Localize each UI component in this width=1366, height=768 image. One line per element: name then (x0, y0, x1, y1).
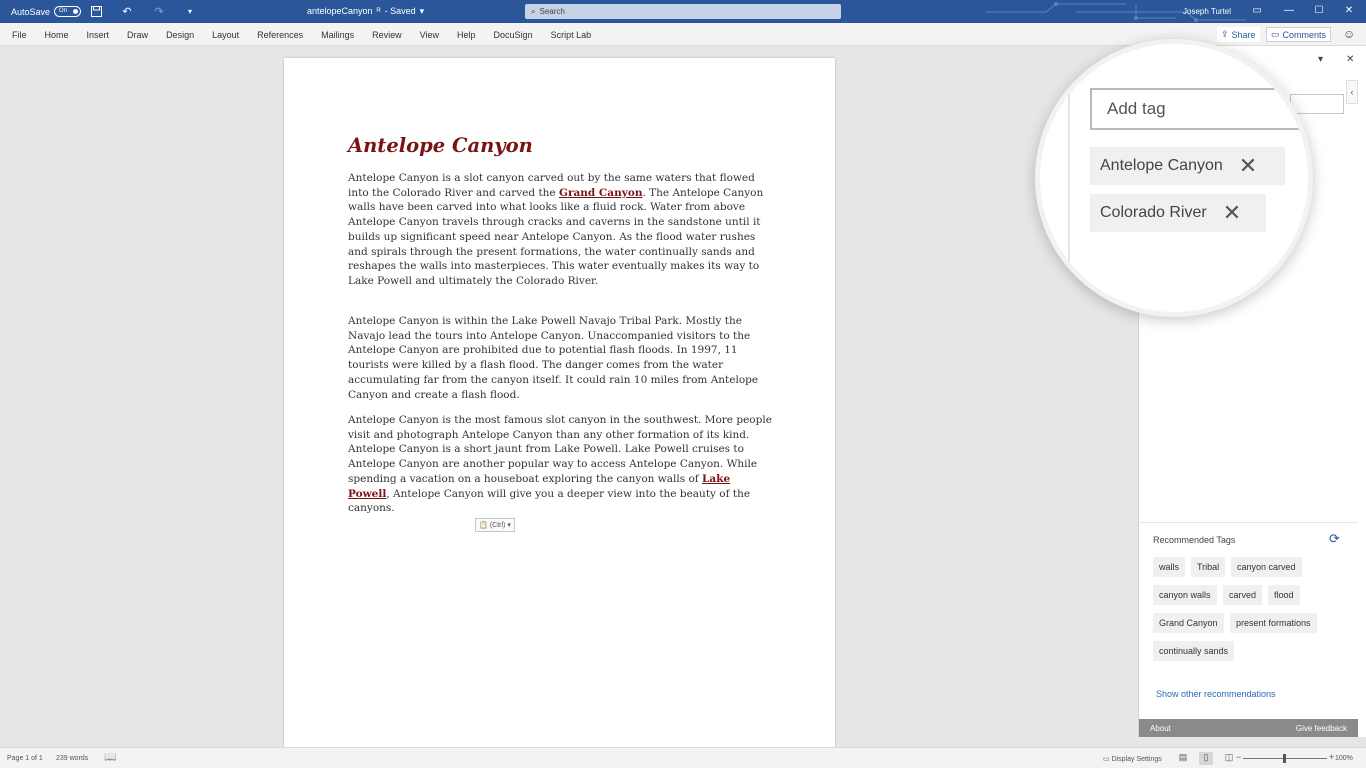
show-other-recommendations-link[interactable]: Show other recommendations (1156, 689, 1276, 699)
paragraph-2: Antelope Canyon is within the Lake Powell Navajo Tribal Park. Mostly the Navajo lead the tours into Antelope Canyon. Unaccompanied visitors to the Antelope Canyon are prohibited due to potential flash floods. In 1997, 11 tourists were killed by a flash flood. The danger comes from the water accumulating far from the canyon itself. It could rain 10 miles from Antelope Canyon and create a flash flood. (348, 315, 759, 401)
zoom-out-icon[interactable]: − (1236, 752, 1242, 762)
read-mode-icon[interactable]: 📖 (104, 752, 117, 763)
tab-design[interactable]: Design (166, 29, 195, 40)
tab-insert[interactable]: Insert (86, 29, 110, 40)
print-layout-icon[interactable]: ▯ (1199, 752, 1213, 765)
zoom-level[interactable]: 100% (1335, 755, 1353, 762)
ribbon-display-icon[interactable]: ▭ (1252, 5, 1262, 16)
search-box[interactable] (525, 4, 841, 19)
recommended-tag-chip[interactable]: carved (1223, 585, 1262, 605)
maximize-icon[interactable]: ☐ (1314, 5, 1324, 16)
save-icon[interactable] (89, 4, 103, 18)
ribbon-tabs (0, 23, 597, 46)
undo-icon[interactable]: ↶ (122, 5, 132, 18)
recommended-tag-chip[interactable]: canyon carved (1231, 557, 1302, 577)
remove-tag-icon[interactable]: ✕ (1238, 153, 1258, 178)
document-page[interactable] (284, 58, 835, 748)
word-count[interactable]: 239 words (56, 755, 89, 762)
web-layout-icon[interactable]: ◫ (1224, 752, 1234, 762)
status-bar (0, 747, 1366, 768)
share-button[interactable] (1217, 27, 1260, 42)
comments-button[interactable] (1266, 27, 1331, 42)
paste-options-button[interactable] (475, 518, 515, 532)
chevron-down-icon: ▾ (507, 522, 511, 529)
tab-mailings[interactable]: Mailings (321, 29, 355, 40)
about-link[interactable]: About (1150, 724, 1171, 733)
grand-canyon-link[interactable]: Grand Canyon (558, 186, 643, 199)
close-icon[interactable]: ✕ (1344, 5, 1354, 16)
recommended-tag-chip[interactable]: flood (1268, 585, 1300, 605)
paragraph-1-text-a: Antelope Canyon is a slot canyon carved out by the same waters that flowed into the Colorado River and carved the (348, 172, 755, 199)
tab-script-lab[interactable]: Script Lab (550, 29, 592, 40)
applied-tag-label: Colorado River (1100, 204, 1207, 221)
pane-footer (1139, 719, 1358, 737)
zoom-in-icon[interactable]: + (1329, 752, 1335, 762)
tab-review[interactable]: Review (372, 29, 402, 40)
paste-options-label: (Ctrl) (489, 521, 506, 529)
document-name: antelopeCanyon (307, 6, 373, 16)
magnifier-callout (1035, 39, 1313, 317)
applied-tag[interactable] (1090, 194, 1266, 232)
pane-close-icon[interactable]: ✕ (1346, 54, 1355, 65)
give-feedback-link[interactable]: Give feedback (1295, 724, 1347, 733)
customize-qat-icon[interactable]: ▾ (187, 6, 192, 16)
tab-home[interactable]: Home (44, 29, 69, 40)
zoom-slider-thumb[interactable] (1283, 754, 1286, 763)
search-placeholder: Search (539, 7, 565, 16)
tab-view[interactable]: View (419, 29, 440, 40)
display-settings-label: Display Settings (1111, 756, 1162, 763)
lake-powell-link[interactable]: Lake Powell (348, 472, 731, 500)
recommended-tags-title: Recommended Tags (1153, 535, 1236, 545)
paragraph-3-text-a: Antelope Canyon is the most famous slot canyon in the southwest. More people visit and photograph Antelope Canyon than any other formation of its kind. Antelope Canyon is a short jaunt from Lake Powell. Lake Powell cruises to Antelope Canyon are another popular way to access Antelope Canyon. While spending a vacation on a houseboat exploring the canyon walls of (348, 414, 772, 485)
user-name[interactable]: Joseph Turtel (1183, 7, 1232, 16)
applied-tag[interactable] (1090, 147, 1285, 185)
paragraph-1 (348, 171, 772, 289)
display-settings-button[interactable]: ▭ Display Settings (1103, 756, 1162, 763)
add-tag-input[interactable]: Add tag (1090, 88, 1313, 130)
focus-view-icon[interactable]: ▤ (1178, 752, 1188, 762)
title-bar (0, 0, 1366, 23)
tab-references[interactable]: References (257, 29, 304, 40)
clipboard-icon: 📋 (479, 522, 488, 529)
paragraph-1-text-b: . The Antelope Canyon walls have been carved into what looks like a fluid rock. Water from above Antelope Canyon travels through cracks and caverns in the sandstone until it builds up significant speed near Antelope Canyon. As the flood water rushes and spirals through the present formations, the water continually sands and reshapes the walls into masterpieces. This water eventually makes its way to Lake Powell and ultimately the Colorado River. (348, 186, 764, 287)
recommended-tag-chip[interactable]: Grand Canyon (1153, 613, 1224, 633)
refresh-icon[interactable]: ⟳ (1329, 531, 1340, 546)
chevron-down-icon: ▾ (419, 6, 425, 16)
search-icon: ⌕ (531, 6, 536, 16)
shared-icon: ᴿ (376, 6, 381, 16)
minimize-icon[interactable]: — (1284, 5, 1294, 16)
saved-status: - Saved (384, 6, 416, 16)
share-label: Share (1231, 29, 1256, 40)
tab-help[interactable]: Help (457, 29, 476, 40)
tab-docusign[interactable]: DocuSign (493, 29, 533, 40)
comment-icon: ▭ (1271, 29, 1280, 39)
applied-tag-label: Antelope Canyon (1100, 157, 1223, 174)
tab-file[interactable]: File (12, 29, 27, 40)
recommended-tag-chip[interactable]: Tribal (1191, 557, 1225, 577)
redo-icon[interactable]: ↷ (154, 5, 164, 18)
document-title[interactable] (307, 6, 424, 17)
remove-tag-icon[interactable]: ✕ (1222, 200, 1242, 225)
autosave-toggle[interactable]: On (54, 6, 81, 17)
magnifier-divider (1068, 44, 1070, 317)
recommended-tag-chip[interactable]: continually sands (1153, 641, 1234, 661)
paragraph-3-text-b: , Antelope Canyon will give you a deeper view into the beauty of the canyons. (348, 487, 751, 515)
document-heading: Antelope Canyon (348, 134, 533, 157)
autosave-label: AutoSave (11, 6, 51, 17)
share-icon: ⇪ (1221, 29, 1229, 39)
recommended-tag-chip[interactable]: present formations (1230, 613, 1317, 633)
pane-divider (1139, 522, 1358, 523)
recommended-tag-chip[interactable]: walls (1153, 557, 1185, 577)
paragraph-3 (348, 413, 772, 516)
tab-layout[interactable]: Layout (212, 29, 240, 40)
smiley-feedback-icon[interactable]: ☺ (1343, 27, 1356, 41)
page-count[interactable]: Page 1 of 1 (7, 755, 43, 762)
comments-label: Comments (1282, 29, 1327, 40)
tab-draw[interactable]: Draw (127, 29, 149, 40)
collapse-icon[interactable]: ‹ (1346, 80, 1358, 104)
autosave[interactable] (11, 6, 81, 17)
pane-options-icon[interactable]: ▾ (1318, 54, 1324, 65)
recommended-tag-chip[interactable]: canyon walls (1153, 585, 1217, 605)
